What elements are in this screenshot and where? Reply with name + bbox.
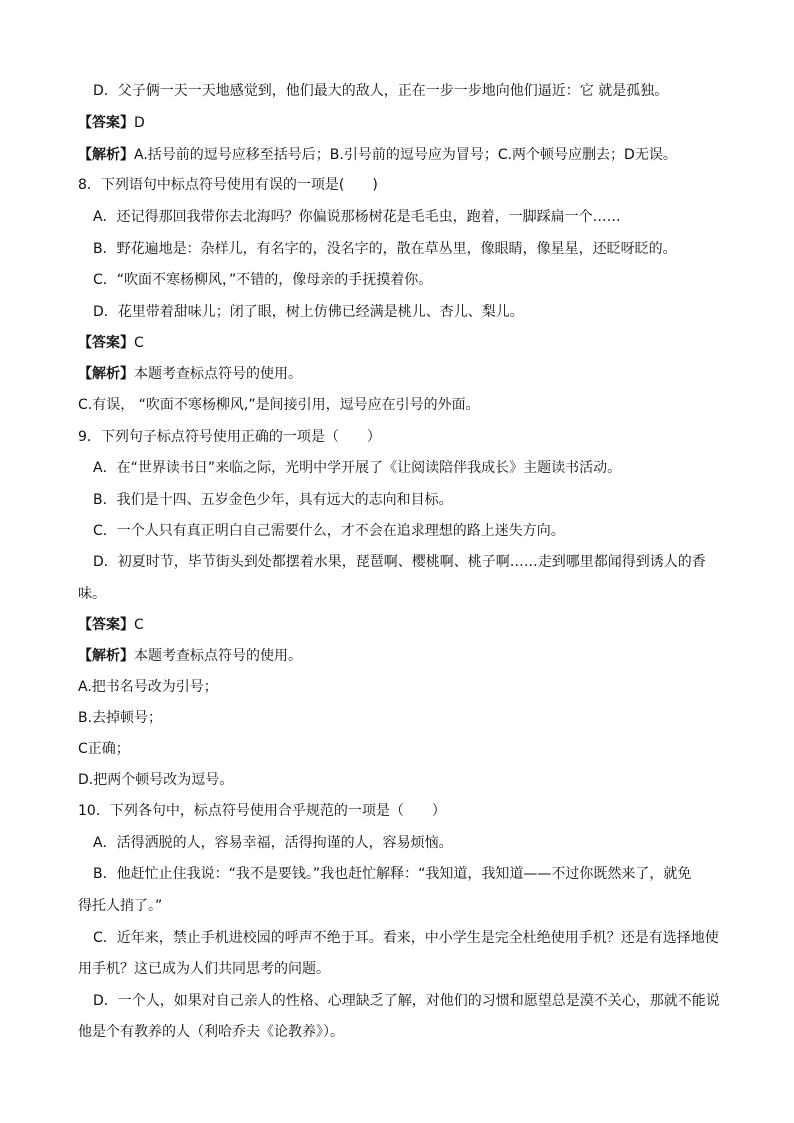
q9-option-a: A．在“世界读书日”来临之际，光明中学开展了《让阅读陪伴我成长》主题读书活动。 <box>93 460 622 476</box>
q9-analysis-b: B.去掉顿号； <box>78 710 163 726</box>
q10-option-b-cont: 得托人捎了。” <box>78 898 163 914</box>
q8-answer <box>78 333 144 353</box>
analysis-label: 【解析】 <box>78 147 134 163</box>
answer-value: C <box>134 617 144 633</box>
q8-option-c: C．“吹面不寒杨柳风，”不错的，像母亲的手抚摸着你。 <box>93 272 433 288</box>
q8-option-d: D．花里带着甜味儿；闭了眼，树上仿佛已经满是桃儿、杏儿、梨儿。 <box>93 304 524 320</box>
q10-option-b: B．他赶忙止住我说：“我不是要钱。”我也赶忙解释：“我知道，我知道——不过你既然来了，就免 <box>93 866 692 882</box>
q9-option-c: C．一个人只有真正明白自己需要什么，才不会在追求理想的路上迷失方向。 <box>93 523 565 539</box>
q10-option-c: C．近年来，禁止手机进校园的呼声不绝于耳。看来，中小学生是完全杜绝使用手机？还是有选择地使 <box>93 930 719 946</box>
q9-answer <box>78 615 144 635</box>
q9-analysis-d: D.把两个顿号改为逗号。 <box>78 772 234 788</box>
q9-stem: 9．下列句子标点符号使用正确的一项是（ ） <box>78 429 381 445</box>
answer-value: C <box>134 335 144 351</box>
q10-stem: 10．下列各句中，标点符号使用合乎规范的一项是（ ） <box>78 803 446 819</box>
q8-analysis <box>78 364 302 384</box>
q7-analysis <box>78 145 677 165</box>
answer-value: D <box>134 115 145 131</box>
q8-option-b: B．野花遍地是：杂样儿，有名字的，没名字的，散在草丛里，像眼睛，像星星，还眨呀眨的。 <box>93 241 677 257</box>
q9-option-d-cont: 味。 <box>78 586 106 602</box>
q10-option-d-cont: 他是个有教养的人（利哈乔夫《论教养》）。 <box>78 1024 344 1040</box>
answer-label: 【答案】 <box>78 335 134 351</box>
q10-option-d: D．一个人，如果对自己亲人的性格、心理缺乏了解，对他们的习惯和愿望总是漠不关心，那就不能说 <box>93 993 720 1009</box>
q9-option-d: D．初夏时节，毕节街头到处都摆着水果，琵琶啊、樱桃啊、桃子啊……走到哪里都闻得到诱人的香 <box>93 554 706 570</box>
q8-option-a: A．还记得那回我带你去北海吗？你偏说那杨树花是毛毛虫，跑着，一脚踩扁一个…… <box>93 209 621 225</box>
answer-label: 【答案】 <box>78 115 134 131</box>
q9-analysis <box>78 646 302 666</box>
analysis-text: A.括号前的逗号应移至括号后；B.引号前的逗号应为冒号；C.两个顿号应删去；D无误。 <box>134 147 677 163</box>
analysis-label: 【解析】 <box>78 648 134 664</box>
q8-analysis-detail: C.有误， “吹面不寒杨柳风,”是间接引用，逗号应在引号的外面。 <box>78 397 480 413</box>
q7-answer <box>78 113 145 133</box>
q9-analysis-a: A.把书名号改为引号； <box>78 679 218 695</box>
analysis-label: 【解析】 <box>78 366 134 382</box>
q9-option-b: B．我们是十四、五岁金色少年，具有远大的志向和目标。 <box>93 492 453 508</box>
analysis-text: 本题考查标点符号的使用。 <box>134 648 302 664</box>
q9-analysis-c: C正确； <box>78 741 130 757</box>
analysis-text: 本题考查标点符号的使用。 <box>134 366 302 382</box>
q10-option-c-cont: 用手机？这已成为人们共同思考的问题。 <box>78 961 330 977</box>
q8-stem: 8．下列语句中标点符号使用有误的一项是( ) <box>78 177 378 193</box>
answer-label: 【答案】 <box>78 617 134 633</box>
q7-option-d: D．父子俩一天一天地感觉到，他们最大的敌人，正在一步一步地向他们逼近：它 就是孤独。 <box>93 83 669 99</box>
q10-option-a: A．活得洒脱的人，容易幸福，活得拘谨的人，容易烦恼。 <box>93 835 453 851</box>
